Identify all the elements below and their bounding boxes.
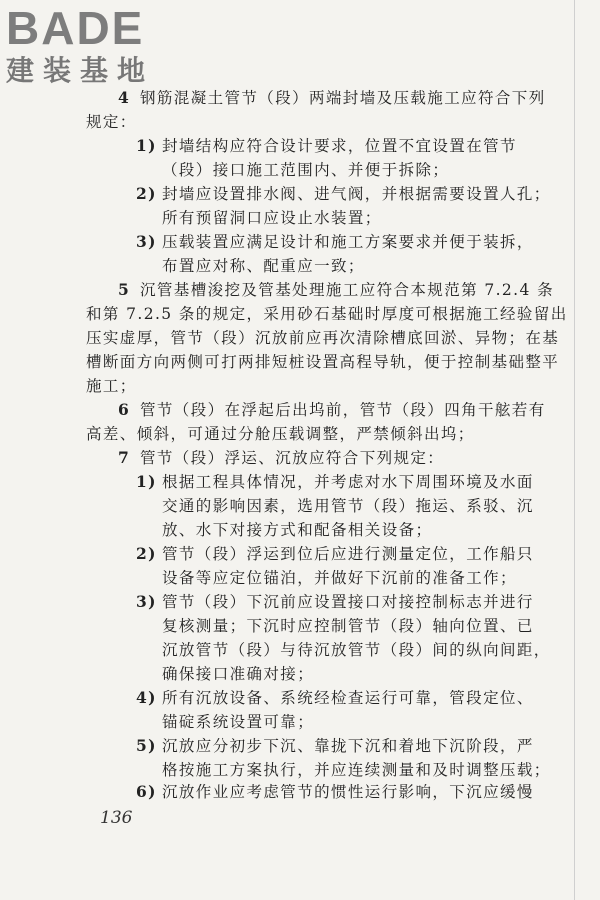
item-text-line: 沉放管节（段）与待沉放管节（段）间的纵向间距， bbox=[162, 641, 551, 659]
item-text-line: 管节（段）浮运、沉放应符合下列规定： bbox=[140, 449, 445, 467]
item-text-line: 封墙结构应符合设计要求，位置不宜设置在管节 bbox=[162, 137, 517, 155]
item-text-line: 格按施工方案执行，并应连续测量和及时调整压载； bbox=[162, 761, 551, 779]
item-text-line: （段）接口施工范围内、并便于拆除； bbox=[162, 161, 450, 179]
item-number: 1) bbox=[136, 136, 157, 155]
item-text-line: 放、水下对接方式和配备相关设备； bbox=[162, 521, 433, 539]
item-number: 2) bbox=[136, 544, 157, 563]
item-number: 5) bbox=[136, 736, 157, 755]
item-text-line: 规定： bbox=[86, 113, 137, 131]
item-number: 4 bbox=[118, 88, 131, 107]
item-number: 6) bbox=[136, 782, 157, 801]
item-text-line: 压载装置应满足设计和施工方案要求并便于装拆， bbox=[162, 233, 534, 251]
item-text-line: 高差、倾斜，可通过分舱压载调整，严禁倾斜出坞； bbox=[86, 425, 475, 443]
item-text-line: 复核测量；下沉时应控制管节（段）轴向位置、已 bbox=[162, 617, 534, 635]
item-number: 1) bbox=[136, 472, 157, 491]
item-text-line: 交通的影响因素，选用管节（段）拖运、系驳、沉 bbox=[162, 497, 534, 515]
item-number: 3) bbox=[136, 232, 157, 251]
item-text-line: 设备等应定位锚泊，并做好下沉前的准备工作； bbox=[162, 569, 517, 587]
item-text-line: 根据工程具体情况，并考虑对水下周围环境及水面 bbox=[162, 473, 534, 491]
item-number: 3) bbox=[136, 592, 157, 611]
item-number: 6 bbox=[118, 400, 131, 419]
item-text-line: 施工； bbox=[86, 377, 137, 395]
item-text-line: 所有沉放设备、系统经检查运行可靠，管段定位、 bbox=[162, 689, 534, 707]
item-text-line: 压实虚厚，管节（段）沉放前应再次清除槽底回淤、异物；在基 bbox=[86, 329, 560, 347]
page-number: 136 bbox=[100, 808, 133, 828]
item-text-line: 确保接口准确对接； bbox=[162, 665, 315, 683]
item-text-line: 所有预留洞口应设止水装置； bbox=[162, 209, 382, 227]
item-text-line: 管节（段）浮运到位后应进行测量定位，工作船只 bbox=[162, 545, 534, 563]
item-number: 4) bbox=[136, 688, 157, 707]
item-text-line: 槽断面方向两侧可打两排短桩设置高程导轨，便于控制基础整平 bbox=[86, 353, 560, 371]
item-text-line: 封墙应设置排水阀、进气阀，并根据需要设置人孔； bbox=[162, 185, 551, 203]
item-text-line: 沉放应分初步下沉、靠拢下沉和着地下沉阶段，严 bbox=[162, 737, 534, 755]
logo-wordmark: BADE bbox=[6, 2, 145, 54]
item-text-line: 管节（段）在浮起后出坞前，管节（段）四角干舷若有 bbox=[140, 401, 546, 419]
item-text-line: 沉管基槽浚挖及管基处理施工应符合本规范第 7.2.4 条 bbox=[140, 281, 554, 299]
item-text-line: 管节（段）下沉前应设置接口对接控制标志并进行 bbox=[162, 593, 534, 611]
item-text-line: 锚碇系统设置可靠； bbox=[162, 713, 315, 731]
item-number: 2) bbox=[136, 184, 157, 203]
logo-subtitle: 建装基地 bbox=[6, 54, 155, 87]
item-text-line: 钢筋混凝土管节（段）两端封墙及压载施工应符合下列 bbox=[140, 89, 546, 107]
item-text-line: 布置应对称、配重应一致； bbox=[162, 257, 365, 275]
item-number: 5 bbox=[118, 280, 131, 299]
item-text-line: 和第 7.2.5 条的规定，采用砂石基础时厚度可根据施工经验留出 bbox=[86, 305, 568, 323]
item-number: 7 bbox=[118, 448, 131, 467]
item-text-line: 沉放作业应考虑管节的惯性运行影响，下沉应缓慢 bbox=[162, 783, 534, 801]
